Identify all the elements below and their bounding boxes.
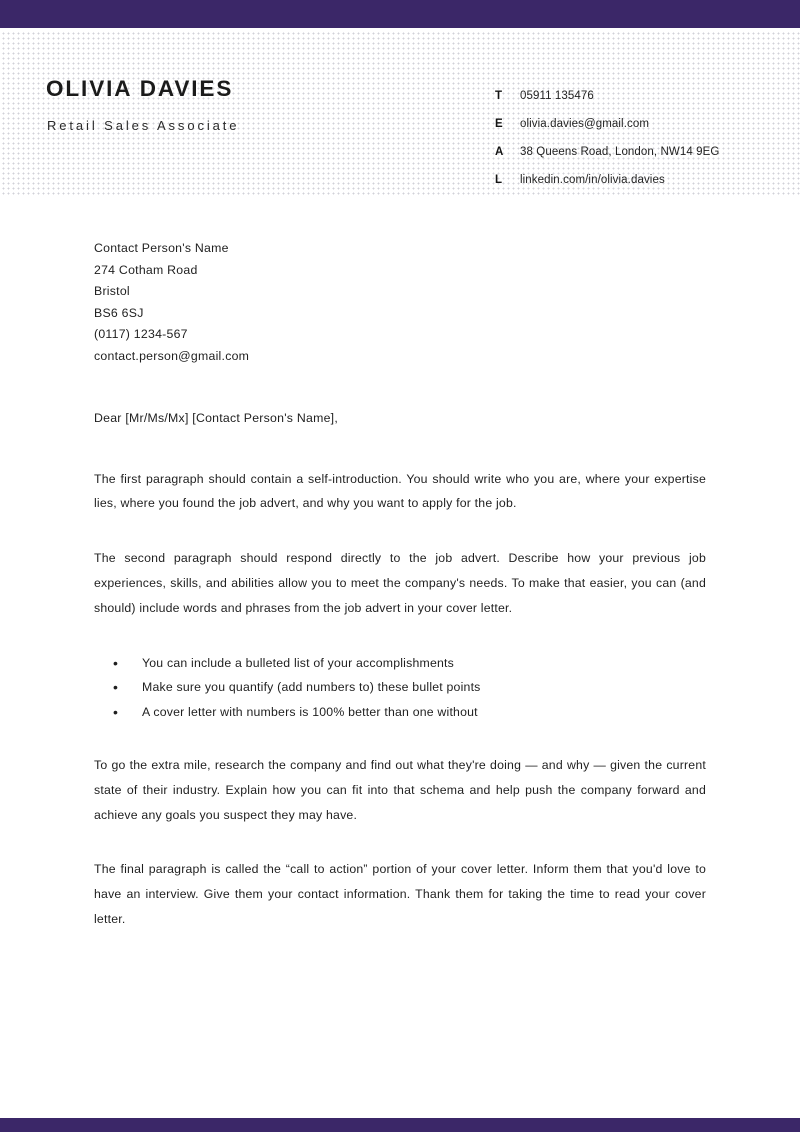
recipient-line: BS6 6SJ <box>94 305 144 320</box>
phone-icon: T <box>495 90 503 102</box>
bullet-icon: • <box>113 654 119 671</box>
list-item <box>113 700 706 725</box>
contact-value-email[interactable]: olivia.davies@gmail.com <box>520 118 650 130</box>
contact-value-phone: 05911 135476 <box>520 90 594 102</box>
linkedin-icon: L <box>495 174 503 186</box>
contact-value-address: 38 Queens Road, London, NW14 9EG <box>520 146 720 158</box>
contact-row-phone <box>495 90 719 118</box>
letterhead-header <box>0 30 800 195</box>
recipient-line: Bristol <box>94 284 130 299</box>
salutation: Dear [Mr/Ms/Mx] [Contact Person's Name], <box>94 410 338 425</box>
contact-row-address <box>495 146 719 174</box>
email-icon: E <box>495 118 503 130</box>
bottom-accent-bar <box>0 1118 800 1132</box>
paragraph-2: The second paragraph should respond directly to the job advert. Describe how your previous job experiences, skills, and abilities allow you to meet the company's needs. To make that easier, you can (and should) include words and phrases from the job advert in your cover letter. <box>94 551 706 615</box>
bullet-icon: • <box>113 703 119 720</box>
list-item-label: A cover letter with numbers is 100% better than one without <box>142 704 478 719</box>
list-item <box>113 675 706 700</box>
recipient-line: (0117) 1234-567 <box>94 327 188 342</box>
recipient-address-block <box>94 238 706 368</box>
accomplishments-list <box>94 651 706 725</box>
identity-block <box>46 78 239 132</box>
recipient-line: contact.person@gmail.com <box>94 348 250 363</box>
top-accent-bar <box>0 0 800 28</box>
contact-value-linkedin[interactable]: linkedin.com/in/olivia.davies <box>520 174 665 186</box>
contact-row-email <box>495 118 719 146</box>
paragraph-4: The final paragraph is called the “call to action” portion of your cover letter. Inform them that you'd love to have an interview. Give them your contact information. Thank them for taking the time to read your cover letter. <box>94 862 706 927</box>
contact-details-list <box>495 90 719 202</box>
bullet-icon: • <box>113 679 119 696</box>
paragraph-1: The first paragraph should contain a self-introduction. You should write who you are, where your expertise lies, where you found the job advert, and why you want to apply for the job. <box>94 471 706 511</box>
contact-row-linkedin <box>495 174 719 202</box>
recipient-line: 274 Cotham Road <box>94 262 198 277</box>
recipient-line: Contact Person's Name <box>94 241 229 255</box>
paragraph-3: To go the extra mile, research the company and find out what they're doing — and why — given the current state of their industry. Explain how you can fit into that schema and help push the company forward and achieve any goals you suspect they may have. <box>94 758 706 822</box>
address-icon: A <box>495 146 504 158</box>
letter-body <box>94 238 706 932</box>
list-item-label: Make sure you quantify (add numbers to) these bullet points <box>142 680 481 695</box>
page-title: OLIVIA DAVIES <box>46 76 234 101</box>
job-title: Retail Sales Associate <box>47 117 240 133</box>
list-item <box>113 651 706 676</box>
list-item-label: You can include a bulleted list of your accomplishments <box>142 655 454 670</box>
